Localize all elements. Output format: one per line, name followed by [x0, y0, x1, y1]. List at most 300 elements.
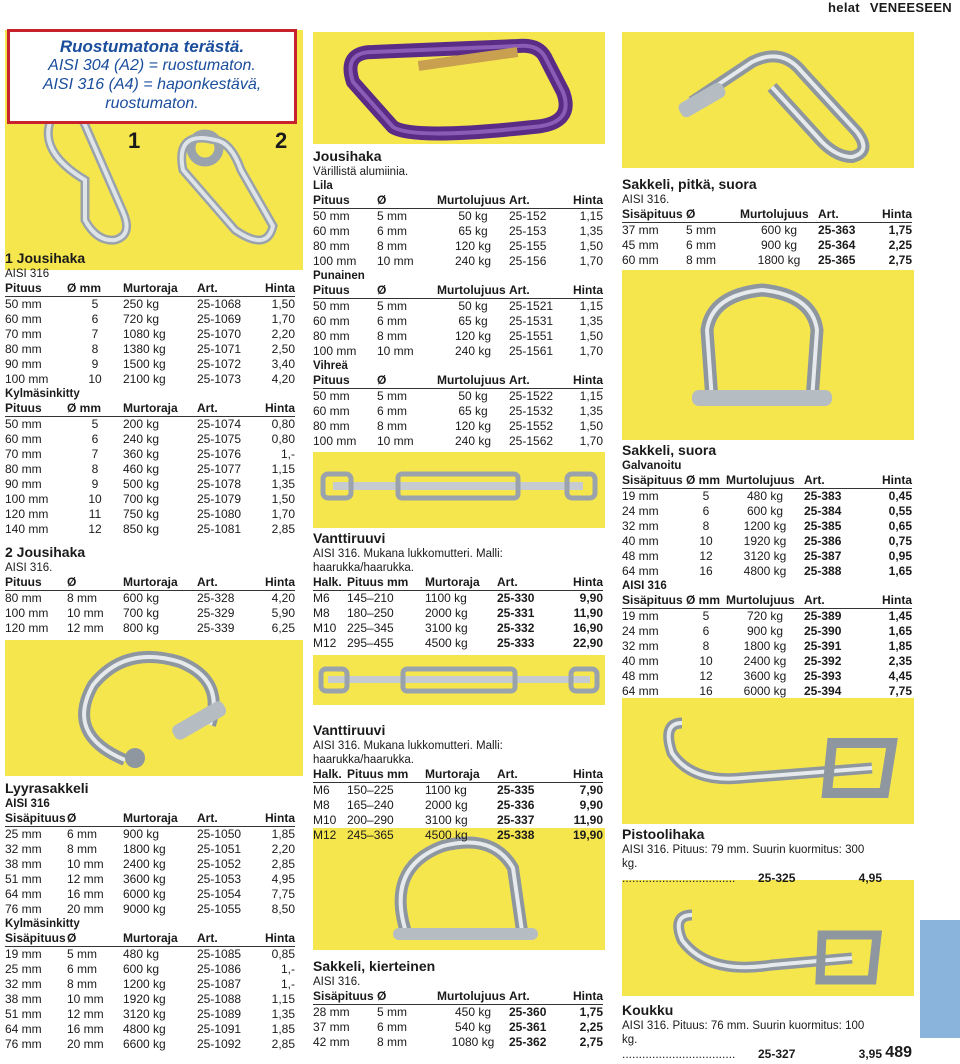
table-cell: 5 mm	[377, 389, 407, 403]
table-row	[313, 329, 603, 344]
col-header: Murtoraja	[123, 281, 197, 297]
table-cell: 25-1091	[197, 1022, 242, 1036]
table-cell: 7	[91, 327, 99, 341]
table-cell: 25-335	[497, 783, 535, 797]
col-header: Art.	[197, 401, 253, 417]
col-header: Pituus	[5, 575, 67, 591]
table-cell: 7	[91, 447, 99, 461]
table-cell: 1,-	[280, 447, 295, 461]
table-cell: 8	[702, 639, 710, 653]
table-cell: 1,15	[579, 209, 603, 223]
table-cell: 0,45	[888, 489, 912, 503]
table-cell: 25-1072	[197, 357, 242, 371]
table-cell: 25-1081	[197, 522, 242, 536]
table-cell: 25-394	[804, 684, 842, 698]
table-cell: 38 mm	[5, 992, 42, 1006]
table-cell: 1,85	[271, 1022, 295, 1036]
table-cell: 1380 kg	[123, 342, 166, 356]
table-cell: 25-333	[497, 636, 535, 650]
table-cell: 1200 kg	[743, 519, 787, 533]
table-cell: 4,20	[271, 372, 295, 386]
table-cell: 480 kg	[123, 947, 160, 961]
table-row	[313, 591, 603, 607]
table-row	[313, 239, 603, 254]
table-cell: 12	[88, 522, 102, 536]
table-cell: 25-383	[804, 489, 842, 503]
table-cell: 5 mm	[377, 299, 407, 313]
col-header: Murtoraja	[425, 767, 497, 783]
col-header: Pituus	[313, 373, 377, 389]
table-cell: 6	[91, 312, 99, 326]
notice-line2: AISI 316 (A4) = haponkestävä,	[42, 76, 262, 93]
table-cell: 9	[91, 357, 99, 371]
section-title: Jousihaka	[313, 148, 382, 164]
table-cell: M8	[313, 798, 330, 812]
table-cell: 65 kg	[458, 224, 488, 238]
table-cell: M12	[313, 636, 337, 650]
table-row	[313, 344, 603, 359]
col-header: Art.	[509, 989, 565, 1005]
turnbuckle-photo-2	[313, 655, 605, 705]
table-cell: 2,75	[579, 1035, 603, 1049]
table-cell: 25-1069	[197, 312, 242, 326]
table-cell: 480 kg	[746, 489, 784, 503]
table-cell: 50 mm	[313, 209, 350, 223]
table-cell: 25-388	[804, 564, 842, 578]
table-cell: 25-391	[804, 639, 842, 653]
table-cell: 80 mm	[5, 591, 42, 605]
page-header	[822, 0, 952, 15]
table-cell: 6000 kg	[743, 684, 787, 698]
table-cell: 700 kg	[123, 606, 160, 620]
col-header: Art.	[509, 193, 565, 209]
table-cell: 25-1561	[509, 344, 554, 358]
col-header: Murtoraja	[123, 575, 197, 591]
table-cell: 64 mm	[5, 1022, 42, 1036]
material-label: AISI 316	[5, 268, 50, 280]
col-header: Hinta	[565, 193, 603, 209]
table-cell: 19 mm	[622, 489, 659, 503]
table-cell: 25-390	[804, 624, 842, 638]
table-row	[5, 432, 295, 447]
table-row	[5, 606, 295, 621]
table-cell: 25-1078	[197, 477, 242, 491]
spec-table	[313, 373, 603, 449]
col-header: Ø	[686, 207, 740, 223]
table-cell: 2,20	[271, 842, 295, 856]
spec-table	[622, 593, 912, 699]
table-row	[622, 549, 912, 564]
table-cell: 16	[699, 564, 713, 578]
table-cell: 2,85	[271, 1037, 295, 1051]
col-header: Hinta	[557, 575, 603, 591]
table-cell: 25-1076	[197, 447, 242, 461]
table-row	[622, 253, 912, 268]
table-cell: 65 kg	[458, 314, 488, 328]
table-row	[313, 828, 603, 843]
table-cell: 60 mm	[5, 312, 42, 326]
table-cell: 64 mm	[5, 887, 42, 901]
table-cell: 4800 kg	[743, 564, 787, 578]
table-cell: 25-1089	[197, 1007, 242, 1021]
col-header: Murtolujuus	[437, 283, 509, 299]
table-cell: 1,45	[888, 609, 912, 623]
table-cell: 25-1068	[197, 297, 242, 311]
table-cell: 25-1080	[197, 507, 242, 521]
table-cell: 45 mm	[622, 238, 659, 252]
table-row	[622, 684, 912, 699]
table-cell: 1,35	[271, 477, 295, 491]
material-label: AISI 316.	[622, 194, 670, 206]
table-cell: 25-1053	[197, 872, 242, 886]
table-cell: 25-1531	[509, 314, 554, 328]
photo-number-1: 1	[128, 128, 141, 153]
table-cell: 19,90	[572, 828, 603, 842]
long-shackle-section	[622, 176, 912, 268]
table-cell: 10	[88, 372, 102, 386]
table-row	[5, 902, 295, 917]
turnbuckle-photo-1	[313, 452, 605, 528]
col-header: Art.	[509, 283, 565, 299]
spec-table	[5, 401, 295, 537]
table-row	[5, 372, 295, 387]
table-row	[5, 507, 295, 522]
group-label: Lila	[313, 180, 333, 192]
table-cell: 6 mm	[67, 962, 97, 976]
price: 3,95	[858, 1047, 882, 1061]
table-cell: 1100 kg	[425, 591, 467, 605]
pistol-hook-photo	[622, 698, 914, 824]
spec-table	[5, 281, 295, 387]
table-cell: 180–250	[347, 606, 394, 620]
page-number: 489	[885, 1044, 912, 1061]
table-cell: 80 mm	[5, 462, 42, 476]
table-row	[5, 462, 295, 477]
table-cell: 2,25	[888, 238, 912, 252]
table-cell: 240 kg	[454, 344, 492, 358]
col-header: Pituus	[313, 283, 377, 299]
table-row	[313, 224, 603, 239]
table-cell: 25-331	[497, 606, 535, 620]
table-cell: 8 mm	[67, 591, 97, 605]
table-cell: 80 mm	[313, 239, 350, 253]
table-cell: 80 mm	[313, 329, 350, 343]
pistol-hook-section	[622, 826, 882, 886]
table-cell: 1,35	[579, 404, 603, 418]
table-cell: 20 mm	[67, 1037, 104, 1051]
table-row	[622, 564, 912, 579]
material-label: AISI 316.	[5, 562, 53, 574]
table-row	[313, 1005, 603, 1021]
section-title: Sakkeli, kierteinen	[313, 958, 436, 974]
col-header: Hinta	[864, 593, 912, 609]
table-cell: 5	[91, 297, 99, 311]
table-cell: 8	[91, 462, 99, 476]
table-cell: 460 kg	[123, 462, 160, 476]
material-label: AISI 316. Mukana lukkomutteri. Malli: haarukka/haarukka.	[313, 548, 503, 574]
header-section: helat	[828, 0, 860, 15]
col-header: Ø mm	[686, 593, 726, 609]
table-cell: 25-338	[497, 828, 535, 842]
table-row	[313, 299, 603, 315]
table-cell: 4,20	[271, 591, 295, 605]
col-header: Hinta	[253, 401, 295, 417]
table-cell: 19 mm	[622, 609, 659, 623]
table-cell: 165–240	[347, 798, 394, 812]
table-cell: 540 kg	[454, 1020, 492, 1034]
table-row	[313, 209, 603, 225]
straight-shackle-section	[622, 442, 912, 699]
table-cell: M12	[313, 828, 337, 842]
table-cell: 1920 kg	[123, 992, 166, 1006]
spec-table	[5, 931, 295, 1052]
table-cell: 850 kg	[123, 522, 160, 536]
table-cell: 3120 kg	[743, 549, 787, 563]
table-cell: 100 mm	[5, 606, 49, 620]
table-cell: 250 kg	[123, 297, 160, 311]
table-cell: 60 mm	[313, 314, 350, 328]
turnbuckle-2-section	[313, 722, 603, 843]
table-row	[313, 254, 603, 269]
table-cell: 100 mm	[5, 492, 49, 506]
col-header: Hinta	[874, 207, 912, 223]
spec-table	[622, 473, 912, 579]
table-cell: 0,55	[888, 504, 912, 518]
table-cell: 1920 kg	[743, 534, 787, 548]
col-header: Pituus	[313, 193, 377, 209]
table-cell: 10 mm	[67, 992, 104, 1006]
material-label: AISI 316	[5, 798, 50, 810]
lyre-shackle-section	[5, 780, 295, 1052]
table-cell: 600 kg	[746, 504, 784, 518]
table-cell: 25-330	[497, 591, 535, 605]
table-cell: 100 mm	[313, 344, 357, 358]
table-cell: 40 mm	[622, 534, 659, 548]
table-cell: 25-1521	[509, 299, 554, 313]
table-cell: 25-389	[804, 609, 842, 623]
spec-table	[313, 989, 603, 1050]
table-row	[313, 783, 603, 799]
table-cell: 25-384	[804, 504, 842, 518]
description: AISI 316. Pituus: 76 mm. Suurin kuormitus: 100 kg.	[622, 1020, 865, 1046]
table-cell: 10 mm	[377, 434, 414, 448]
table-cell: 25-1551	[509, 329, 554, 343]
section-title: Pistoolihaka	[622, 826, 705, 842]
table-cell: 6 mm	[67, 827, 97, 841]
table-cell: 1,-	[280, 962, 295, 976]
table-row	[313, 1035, 603, 1050]
table-cell: 1,15	[579, 299, 603, 313]
table-cell: 1800 kg	[123, 842, 166, 856]
notice-line3: ruostumaton.	[105, 95, 199, 112]
table-cell: 5	[702, 489, 710, 503]
table-cell: 1,50	[271, 297, 295, 311]
table-cell: 2,85	[271, 857, 295, 871]
col-header: Hinta	[253, 931, 295, 947]
table-cell: 1,50	[579, 239, 603, 253]
table-row	[5, 1022, 295, 1037]
table-cell: 1800 kg	[743, 639, 787, 653]
table-cell: 50 mm	[5, 417, 42, 431]
table-cell: 9	[91, 477, 99, 491]
col-header: Pituus mm	[347, 767, 425, 783]
table-cell: 9000 kg	[123, 902, 166, 916]
table-cell: 50 kg	[458, 209, 488, 223]
table-cell: 360 kg	[123, 447, 160, 461]
lyre-shackle-photo	[5, 640, 303, 776]
table-cell: 90 mm	[5, 357, 42, 371]
notice-line1: AISI 304 (A2) = ruostumaton.	[48, 57, 256, 74]
spec-table	[313, 193, 603, 269]
col-header: Art.	[197, 811, 253, 827]
table-row	[5, 1037, 295, 1052]
table-row	[5, 962, 295, 977]
table-row	[5, 327, 295, 342]
table-cell: 1200 kg	[123, 977, 166, 991]
table-cell: 50 mm	[313, 299, 350, 313]
table-cell: 25-337	[497, 813, 535, 827]
col-header: Sisäpituus	[622, 207, 686, 223]
table-cell: 5 mm	[377, 1005, 407, 1019]
col-header: Hinta	[253, 575, 295, 591]
table-cell: 22,90	[572, 636, 603, 650]
table-cell: 0,80	[271, 432, 295, 446]
table-cell: 10	[88, 492, 102, 506]
table-cell: 10	[699, 654, 713, 668]
col-header: Sisäpituus	[622, 473, 686, 489]
table-cell: 4,45	[888, 669, 912, 683]
col-header: Art.	[804, 593, 864, 609]
table-row	[5, 857, 295, 872]
twisted-shackle-section	[313, 958, 603, 1050]
table-cell: 1,75	[579, 1005, 603, 1019]
table-cell: 1,70	[579, 434, 603, 448]
table-cell: 42 mm	[313, 1035, 350, 1049]
table-cell: 50 kg	[458, 299, 488, 313]
notice-title: Ruostumatona terästä.	[59, 37, 245, 56]
table-cell: 25-387	[804, 549, 842, 563]
col-header: Murtoraja	[123, 931, 197, 947]
table-cell: 1,70	[579, 344, 603, 358]
table-cell: 8 mm	[377, 329, 407, 343]
col-header: Ø mm	[686, 473, 726, 489]
section-title: Koukku	[622, 1002, 674, 1018]
section-title: Sakkeli, pitkä, suora	[622, 176, 757, 192]
table-row	[5, 827, 295, 843]
table-cell: 16,90	[572, 621, 603, 635]
table-cell: 4,95	[271, 872, 295, 886]
table-cell: 37 mm	[622, 223, 659, 237]
table-cell: 6,25	[271, 621, 295, 635]
col-header: Ø	[67, 575, 123, 591]
col-header: Hinta	[253, 281, 295, 297]
table-cell: 240 kg	[454, 254, 492, 268]
table-cell: 1100 kg	[425, 783, 467, 797]
table-cell: 32 mm	[5, 977, 42, 991]
section-title: 1 Jousihaka	[5, 250, 86, 266]
table-cell: 1,35	[579, 314, 603, 328]
spec-table	[313, 575, 603, 651]
col-header: Ø	[67, 931, 123, 947]
table-cell: 25-155	[509, 239, 547, 253]
table-cell: 25-1092	[197, 1037, 242, 1051]
col-header: Sisäpituus	[313, 989, 377, 1005]
table-cell: 16 mm	[67, 887, 104, 901]
table-cell: 25-332	[497, 621, 535, 635]
table-cell: 25-1562	[509, 434, 554, 448]
col-header: Art.	[804, 473, 864, 489]
stainless-notice	[7, 29, 297, 124]
table-row	[5, 522, 295, 537]
price-line	[622, 871, 882, 886]
table-cell: 8	[702, 519, 710, 533]
table-cell: 6600 kg	[123, 1037, 166, 1051]
table-cell: 11,90	[573, 813, 603, 827]
table-cell: 295–455	[347, 636, 394, 650]
table-cell: 2,50	[271, 342, 295, 356]
col-header: Sisäpituus	[622, 593, 686, 609]
side-tab	[920, 920, 960, 1038]
table-cell: 200–290	[347, 813, 394, 827]
table-row	[313, 419, 603, 434]
col-header: Art.	[509, 373, 565, 389]
col-header: Hinta	[565, 989, 603, 1005]
table-cell: 1,15	[271, 992, 295, 1006]
table-cell: 8 mm	[67, 842, 97, 856]
table-row	[5, 447, 295, 462]
table-cell: 25-362	[509, 1035, 547, 1049]
table-row	[622, 223, 912, 239]
col-header: Art.	[197, 931, 253, 947]
table-cell: 64 mm	[622, 684, 659, 698]
price-line	[622, 1047, 882, 1062]
table-cell: 6 mm	[377, 314, 407, 328]
table-cell: 6 mm	[377, 404, 407, 418]
col-header: Ø	[377, 283, 437, 299]
table-cell: 1,85	[271, 827, 295, 841]
table-cell: 25 mm	[5, 827, 42, 841]
group-label: Punainen	[313, 270, 365, 282]
table-cell: 3100 kg	[425, 621, 468, 635]
table-cell: 9,90	[579, 591, 603, 605]
table-cell: 10 mm	[67, 857, 104, 871]
table-cell: 1,70	[271, 312, 295, 326]
table-cell: 1080 kg	[451, 1035, 495, 1049]
table-row	[622, 669, 912, 684]
table-cell: 76 mm	[5, 902, 42, 916]
table-cell: 0,95	[888, 549, 912, 563]
table-cell: 5,90	[271, 606, 295, 620]
group-label: Kylmäsinkitty	[5, 918, 80, 930]
col-header: Murtoraja	[123, 811, 197, 827]
table-cell: 12 mm	[67, 621, 104, 635]
table-cell: 32 mm	[622, 639, 659, 653]
table-cell: 7,75	[888, 684, 912, 698]
table-cell: 25-1052	[197, 857, 242, 871]
table-cell: 1,35	[579, 224, 603, 238]
table-row	[5, 1007, 295, 1022]
twisted-shackle-photo	[313, 828, 605, 950]
table-cell: 50 mm	[313, 389, 350, 403]
col-header: Murtolujuus	[437, 193, 509, 209]
table-cell: 2,75	[888, 253, 912, 267]
table-row	[5, 977, 295, 992]
table-cell: 25-393	[804, 669, 842, 683]
table-row	[313, 798, 603, 813]
table-cell: 1,65	[888, 624, 912, 638]
table-cell: 40 mm	[622, 654, 659, 668]
table-cell: 1,85	[888, 639, 912, 653]
